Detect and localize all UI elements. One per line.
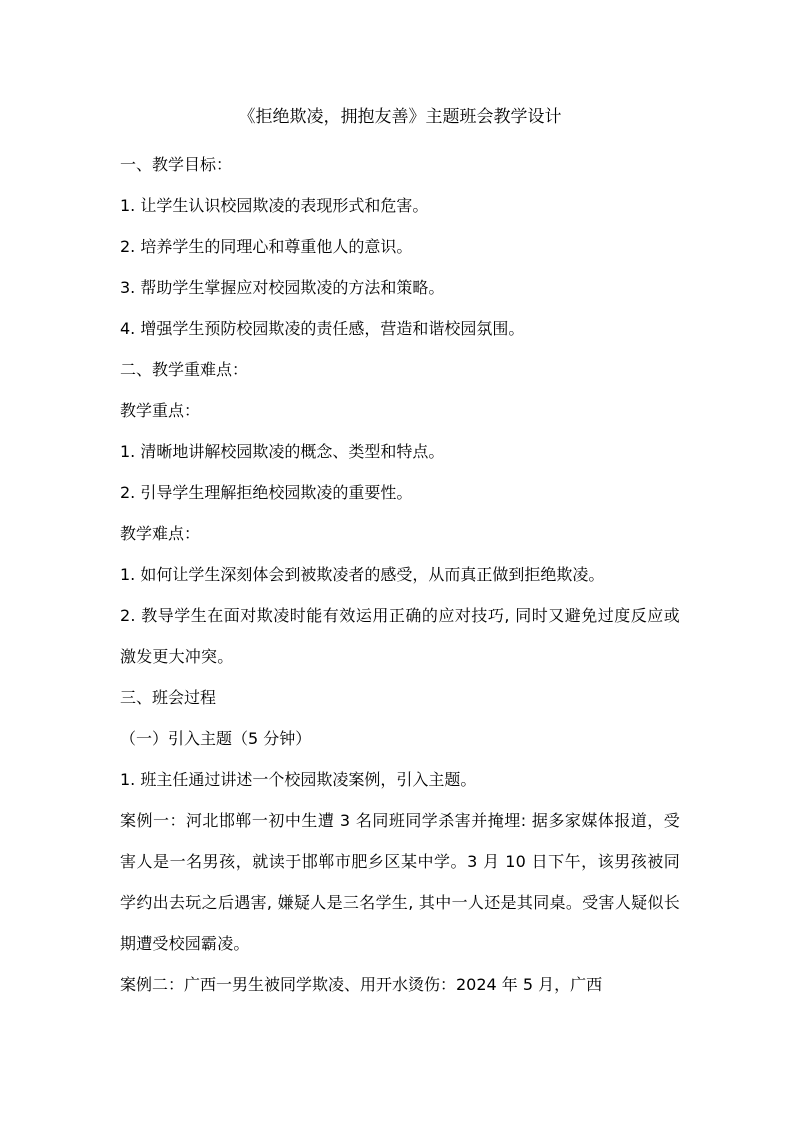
process-step-1-heading: （一）引入主题（5 分钟） xyxy=(120,729,312,748)
subheading-difficulties: 教学难点： xyxy=(120,524,201,543)
case-two-paragraph: 案例二：广西一男生被同学欺凌、用开水烫伤：2024 年 5 月，广西 xyxy=(120,975,603,994)
section-heading-key-difficulties: 二、教学重难点： xyxy=(120,360,249,379)
case-one-paragraph: 案例一：河北邯郸一初中生遭 3 名同班同学杀害并掩埋: 据多家媒体报道，受害人是一名男孩，就读于邯郸市肥乡区某中学。3 月 10 日下午，该男孩被同学约出去玩之后遇害, 嫌疑人是三名学生, 其中一人还是其同桌。受害人疑似长期遭受校园霸凌。 xyxy=(120,811,680,953)
key-point-item-1: 1. 清晰地讲解校园欺凌的概念、类型和特点。 xyxy=(120,442,445,461)
objective-item-4: 4. 增强学生预防校园欺凌的责任感，营造和谐校园氛围。 xyxy=(120,319,525,338)
key-point-item-2: 2. 引导学生理解拒绝校园欺凌的重要性。 xyxy=(120,483,413,502)
process-step-1-item-1: 1. 班主任通过讲述一个校园欺凌案例，引入主题。 xyxy=(120,770,477,789)
objective-item-3: 3. 帮助学生掌握应对校园欺凌的方法和策略。 xyxy=(120,278,445,297)
section-heading-objectives: 一、教学目标： xyxy=(120,155,233,174)
document-body xyxy=(120,103,680,1005)
difficulty-item-1: 1. 如何让学生深刻体会到被欺凌者的感受，从而真正做到拒绝欺凌。 xyxy=(120,565,605,584)
document-title: 《拒绝欺凌，拥抱友善》主题班会教学设计 xyxy=(238,107,562,127)
objective-item-1: 1. 让学生认识校园欺凌的表现形式和危害。 xyxy=(120,196,429,215)
section-heading-process: 三、班会过程 xyxy=(120,688,217,707)
subheading-key-points: 教学重点： xyxy=(120,401,201,420)
objective-item-2: 2. 培养学生的同理心和尊重他人的意识。 xyxy=(120,237,413,256)
difficulty-item-2: 2. 教导学生在面对欺凌时能有效运用正确的应对技巧, 同时又避免过度反应或激发更大冲突。 xyxy=(120,606,680,666)
